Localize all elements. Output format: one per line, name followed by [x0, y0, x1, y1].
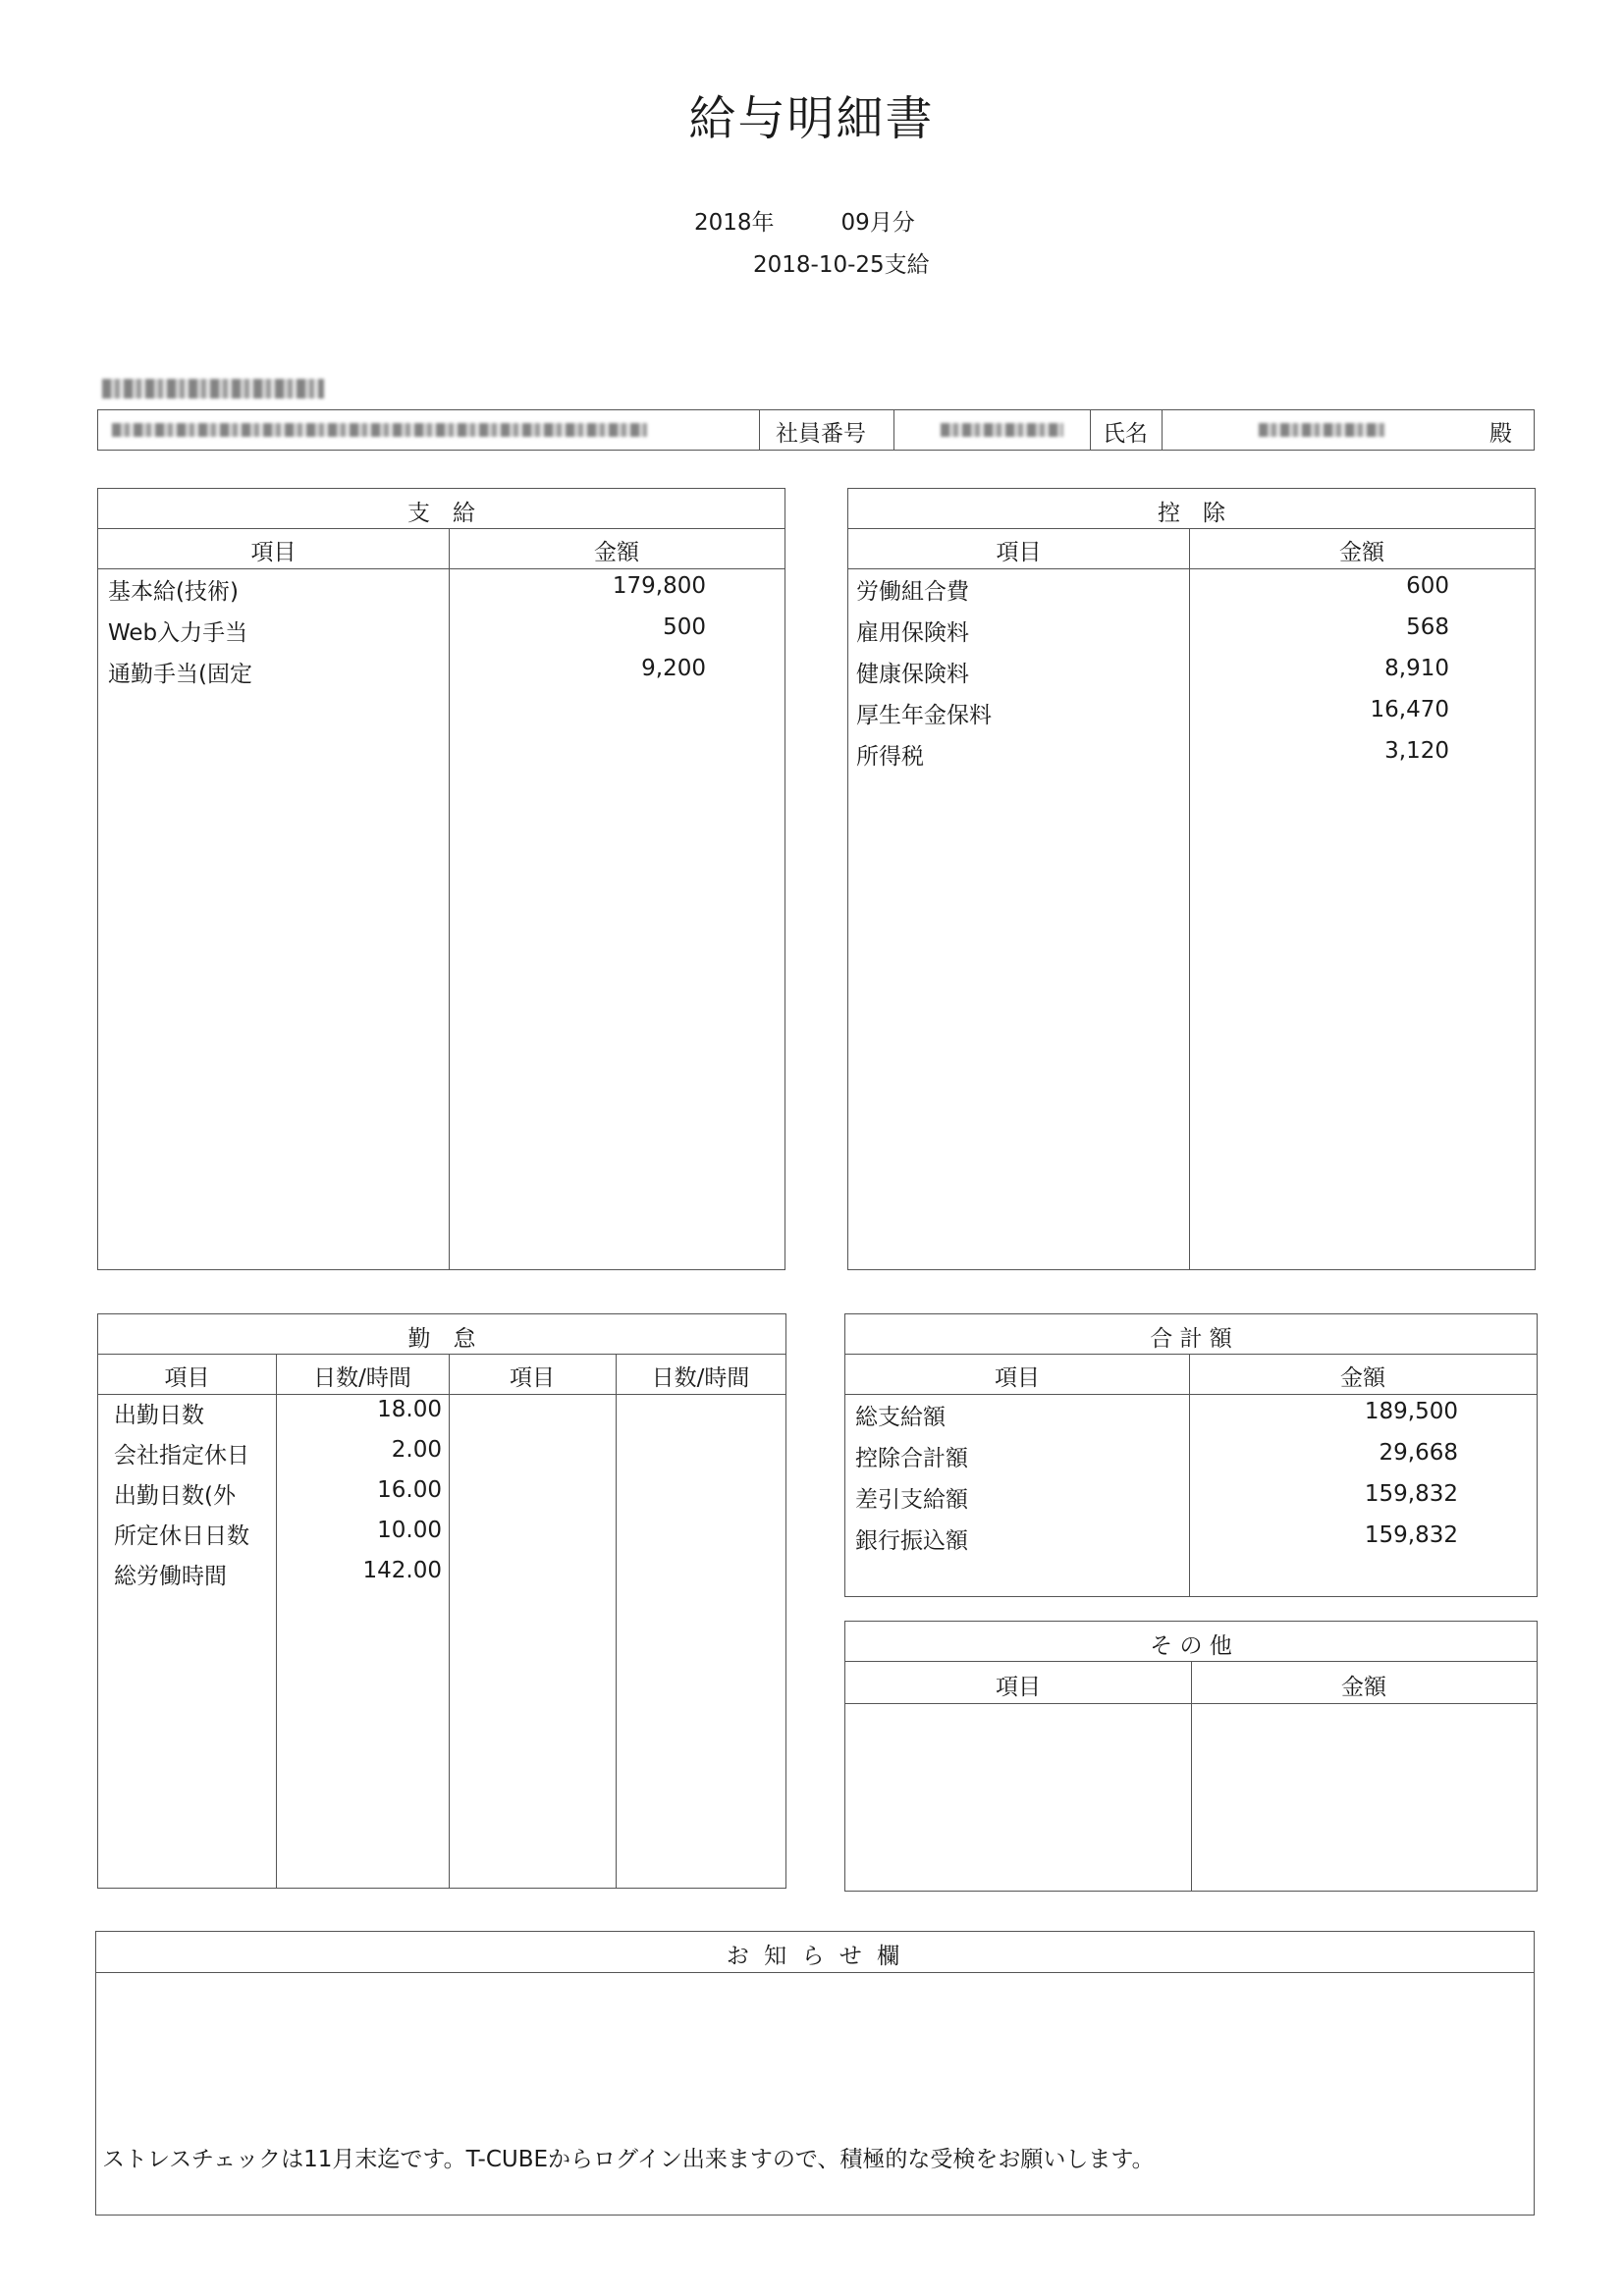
redacted-employee-name [1259, 423, 1384, 437]
name-label: 氏名 [1103, 421, 1148, 447]
attendance-value-1: 2.00 [391, 1437, 442, 1463]
deductions-amount-1: 568 [1406, 614, 1449, 640]
totals-amount-2: 159,832 [1364, 1481, 1458, 1507]
attendance-value-0: 18.00 [377, 1397, 442, 1422]
redacted-company-name [102, 379, 324, 399]
notice-caption: お 知 ら せ 欄 [726, 1944, 904, 1969]
totals-caption: 合 計 額 [1150, 1326, 1232, 1352]
period-month: 09月分 [840, 210, 915, 236]
attendance-col-value2: 日数/時間 [651, 1365, 750, 1391]
deductions-item-3: 厚生年金保料 [856, 703, 992, 728]
attendance-item-4: 総労働時間 [114, 1564, 227, 1589]
earnings-col-amount: 金額 [594, 540, 639, 565]
attendance-item-2: 出勤日数(外 [114, 1483, 236, 1509]
totals-amount-1: 29,668 [1379, 1440, 1458, 1466]
attendance-caption: 勤 怠 [407, 1326, 476, 1352]
notice-section [95, 1931, 1535, 2216]
attendance-item-1: 会社指定休日 [114, 1443, 249, 1468]
totals-item-3: 銀行振込額 [855, 1528, 968, 1554]
attendance-value-4: 142.00 [362, 1558, 442, 1583]
earnings-item-0: 基本給(技術) [108, 579, 239, 605]
totals-item-1: 控除合計額 [855, 1446, 968, 1471]
totals-section [844, 1313, 1538, 1597]
deductions-col-amount: 金額 [1339, 540, 1384, 565]
deductions-amount-0: 600 [1406, 573, 1449, 599]
redacted-employee-no [941, 423, 1063, 437]
deductions-amount-2: 8,910 [1384, 656, 1449, 681]
notice-text: ストレスチェックは11月末迄です。T-CUBEからログイン出来ますので、積極的な受検をお願いします。 [102, 2147, 1155, 2172]
attendance-value-3: 10.00 [377, 1518, 442, 1543]
totals-col-amount: 金額 [1340, 1365, 1385, 1391]
attendance-col-value: 日数/時間 [313, 1365, 411, 1391]
earnings-caption: 支 給 [407, 501, 475, 526]
deductions-amount-4: 3,120 [1384, 738, 1449, 764]
attendance-item-3: 所定休日日数 [114, 1523, 249, 1549]
attendance-item-0: 出勤日数 [114, 1403, 204, 1428]
employee-info-row [97, 409, 1535, 451]
attendance-value-2: 16.00 [377, 1477, 442, 1503]
earnings-item-1: Web入力手当 [108, 620, 248, 646]
other-col-amount: 金額 [1341, 1675, 1386, 1700]
deductions-item-0: 労働組合費 [856, 579, 969, 605]
earnings-col-item: 項目 [250, 540, 297, 565]
deductions-col-item: 項目 [996, 540, 1042, 565]
earnings-item-2: 通勤手当(固定 [108, 662, 252, 687]
earnings-amount-1: 500 [663, 614, 706, 640]
totals-item-2: 差引支給額 [855, 1487, 968, 1513]
attendance-col-item2: 項目 [510, 1365, 555, 1391]
pay-date: 2018-10-25支給 [753, 252, 930, 278]
deductions-caption: 控 除 [1158, 501, 1225, 526]
redacted-department [112, 423, 647, 437]
page-title: 給与明細書 [688, 91, 935, 146]
deductions-item-4: 所得税 [856, 744, 924, 770]
totals-col-item: 項目 [995, 1365, 1040, 1391]
other-caption: そ の 他 [1150, 1633, 1232, 1659]
other-col-item: 項目 [996, 1675, 1041, 1700]
totals-item-0: 総支給額 [855, 1405, 946, 1430]
totals-amount-3: 159,832 [1364, 1522, 1458, 1548]
other-section [844, 1621, 1538, 1892]
pay-period [694, 204, 915, 237]
deductions-section [847, 488, 1536, 1270]
period-year: 2018年 [694, 210, 775, 236]
deductions-amount-3: 16,470 [1370, 697, 1449, 722]
honorific: 殿 [1489, 421, 1512, 447]
earnings-section [97, 488, 785, 1270]
earnings-amount-0: 179,800 [612, 573, 706, 599]
earnings-amount-2: 9,200 [641, 656, 706, 681]
attendance-section [97, 1313, 786, 1889]
totals-amount-0: 189,500 [1364, 1399, 1458, 1424]
deductions-item-1: 雇用保険料 [856, 620, 969, 646]
employee-no-label: 社員番号 [776, 421, 866, 447]
attendance-col-item: 項目 [164, 1365, 210, 1391]
deductions-item-2: 健康保険料 [856, 662, 969, 687]
